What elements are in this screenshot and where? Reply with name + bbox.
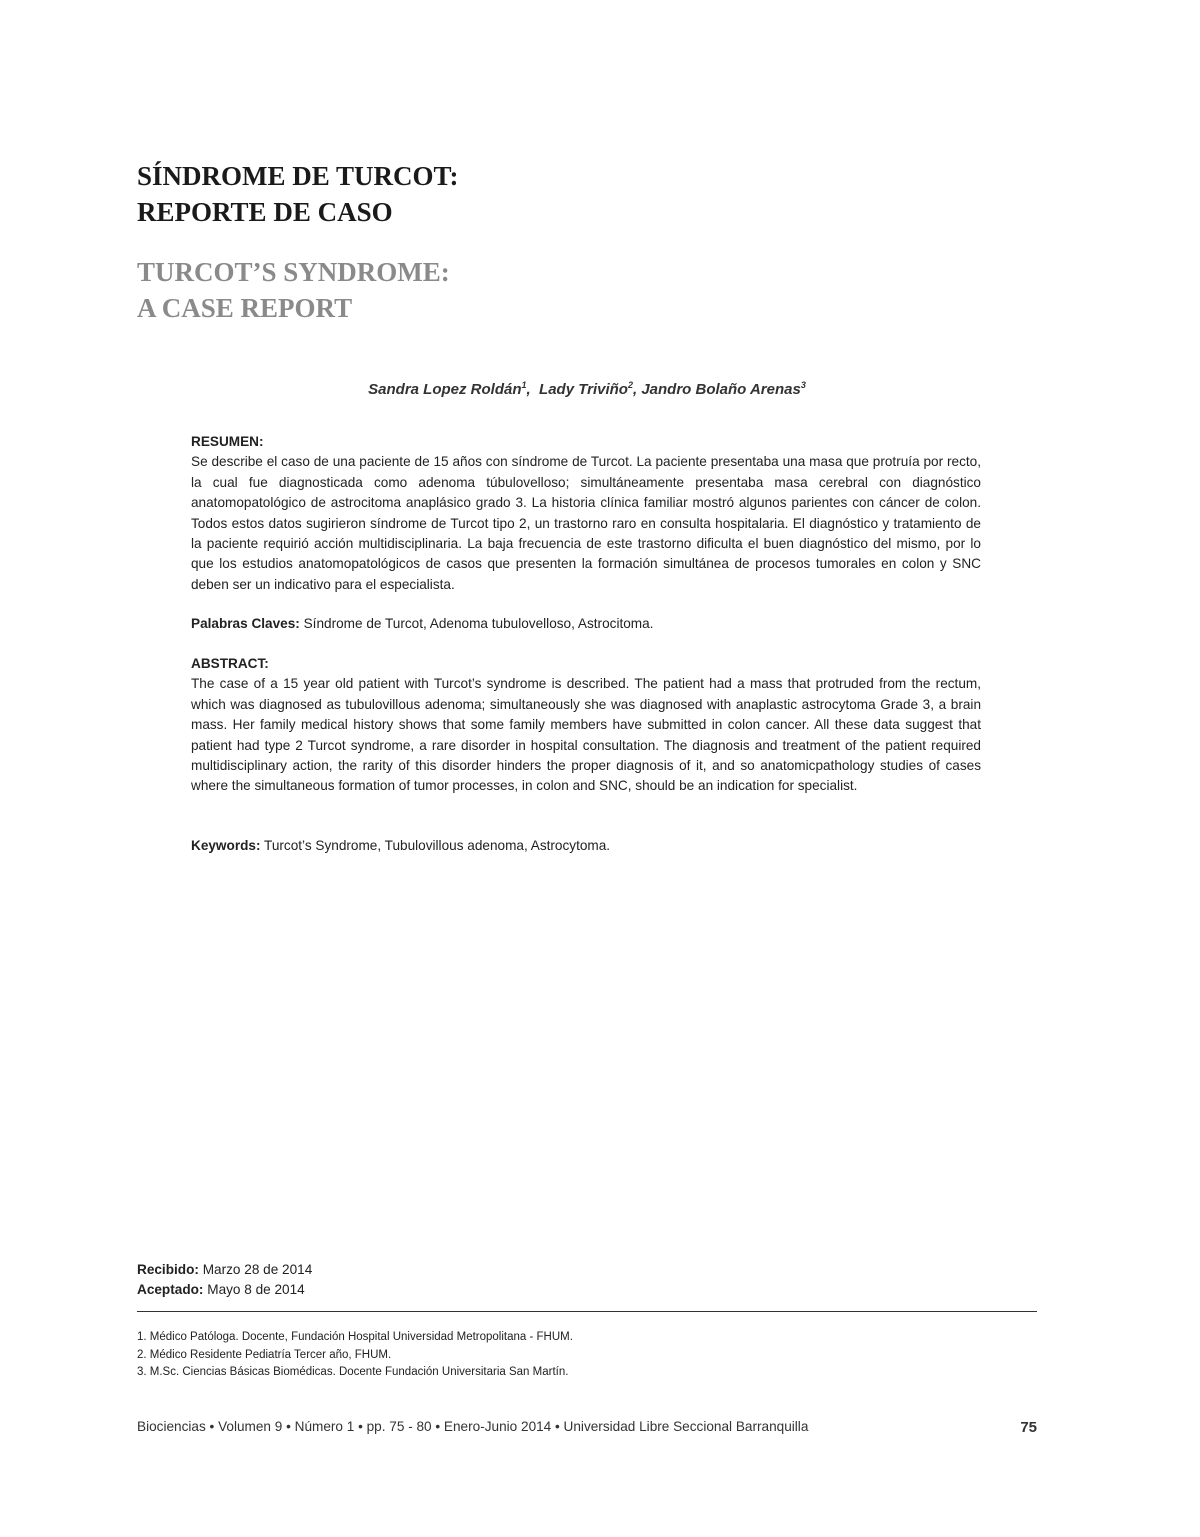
abstract-heading: ABSTRACT: [191,656,269,671]
footnote: 1. Médico Patóloga. Docente, Fundación Hospital Universidad Metropolitana - FHUM. [137,1331,573,1343]
author-separator: , [632,381,642,398]
author-affiliation: 1 [521,380,527,390]
title-english-line2: A CASE REPORT [137,293,353,323]
keywords-text: Turcot’s Syndrome, Tubulovillous adenoma, Astrocytoma. [260,838,611,853]
footnote: 3. M.Sc. Ciencias Básicas Biomédicas. Docente Fundación Universitaria San Martín. [137,1366,569,1378]
resumen-text: Se describe el caso de una paciente de 15 años con síndrome de Turcot. La paciente presentaba una masa que protruía por recto, la cual fue diagnosticada como adenoma túbulovelloso; simultáneamente presentaba masa cerebral con diagnóstico anatomopatológico de astrocitoma anaplásico grado 3. La historia clínica familiar mostró algunos parientes con cáncer de colon. Todos estos datos sugirieron síndrome de Turcot tipo 2, un trastorno raro en consulta hospitalaria. El diagnóstico y tratamiento de la paciente requirió acción multidisciplinaria. La baja frecuencia de este trastorno dificulta el buen diagnóstico del mismo, por lo que los estudios anatomopatológicos de casos que presenten la formación simultánea de procesos tumorales en colon y SNC deben ser un indicativo para el especialista. [191,454,981,592]
journal-citation: Biociencias • Volumen 9 • Número 1 • pp. 75 - 80 • Enero-Junio 2014 • Universidad Libre Seccional Barranquilla [137,1419,809,1434]
palabras-claves-label: Palabras Claves: [191,616,300,631]
title-english-line1: TURCOT’S SYNDROME: [137,257,450,287]
author-name: Sandra Lopez Roldán [368,381,522,398]
received-date [137,1260,312,1280]
keywords [191,836,981,856]
accepted-date [137,1280,312,1300]
title-spanish-line1: SÍNDROME DE TURCOT: [137,161,459,191]
received-value: Marzo 28 de 2014 [198,1262,313,1277]
title-english [137,254,450,326]
palabras-claves-text: Síndrome de Turcot, Adenoma tubulovelloso, Astrocitoma. [299,616,654,631]
accepted-value: Mayo 8 de 2014 [203,1282,305,1297]
abstract-text: The case of a 15 year old patient with Turcot’s syndrome is described. The patient had a mass that protruded from the rectum, which was diagnosed as tubulovillous adenoma; simultaneously she was diagnosed with anaplastic astrocytoma Grade 3, a brain mass. Her family medical history shows that some family members have submitted in colon cancer. All these data suggest that patient had type 2 Turcot syndrome, a rare disorder in hospital consultation. The diagnosis and treatment of the patient required multidisciplinary action, the rarity of this disorder hinders the proper diagnosis of it, and so anatomicpathology studies of cases where the simultaneous formation of tumor processes, in colon and SNC, should be an indication for specialist. [191,676,981,794]
author-name: Lady Triviño [539,381,628,398]
page-number: 75 [1020,1419,1037,1436]
title-spanish [137,158,459,230]
received-label: Recibido: [137,1262,199,1277]
author-separator: , [526,381,540,398]
author-name: Jandro Bolaño Arenas [641,381,801,398]
keywords-label: Keywords: [191,838,261,853]
footnotes [137,1329,573,1382]
accepted-label: Aceptado: [137,1282,204,1297]
resumen-section [191,432,981,595]
author-list [0,380,1174,398]
footnote-divider [137,1311,1037,1312]
author-affiliation: 2 [627,380,633,390]
abstract-section [191,654,981,797]
title-spanish-line2: REPORTE DE CASO [137,197,393,227]
palabras-claves [191,614,981,634]
footnote: 2. Médico Residente Pediatría Tercer año, FHUM. [137,1348,392,1361]
dates [137,1260,312,1300]
page-footer [137,1419,1037,1434]
author-affiliation: 3 [800,380,806,390]
resumen-heading: RESUMEN: [191,434,264,449]
